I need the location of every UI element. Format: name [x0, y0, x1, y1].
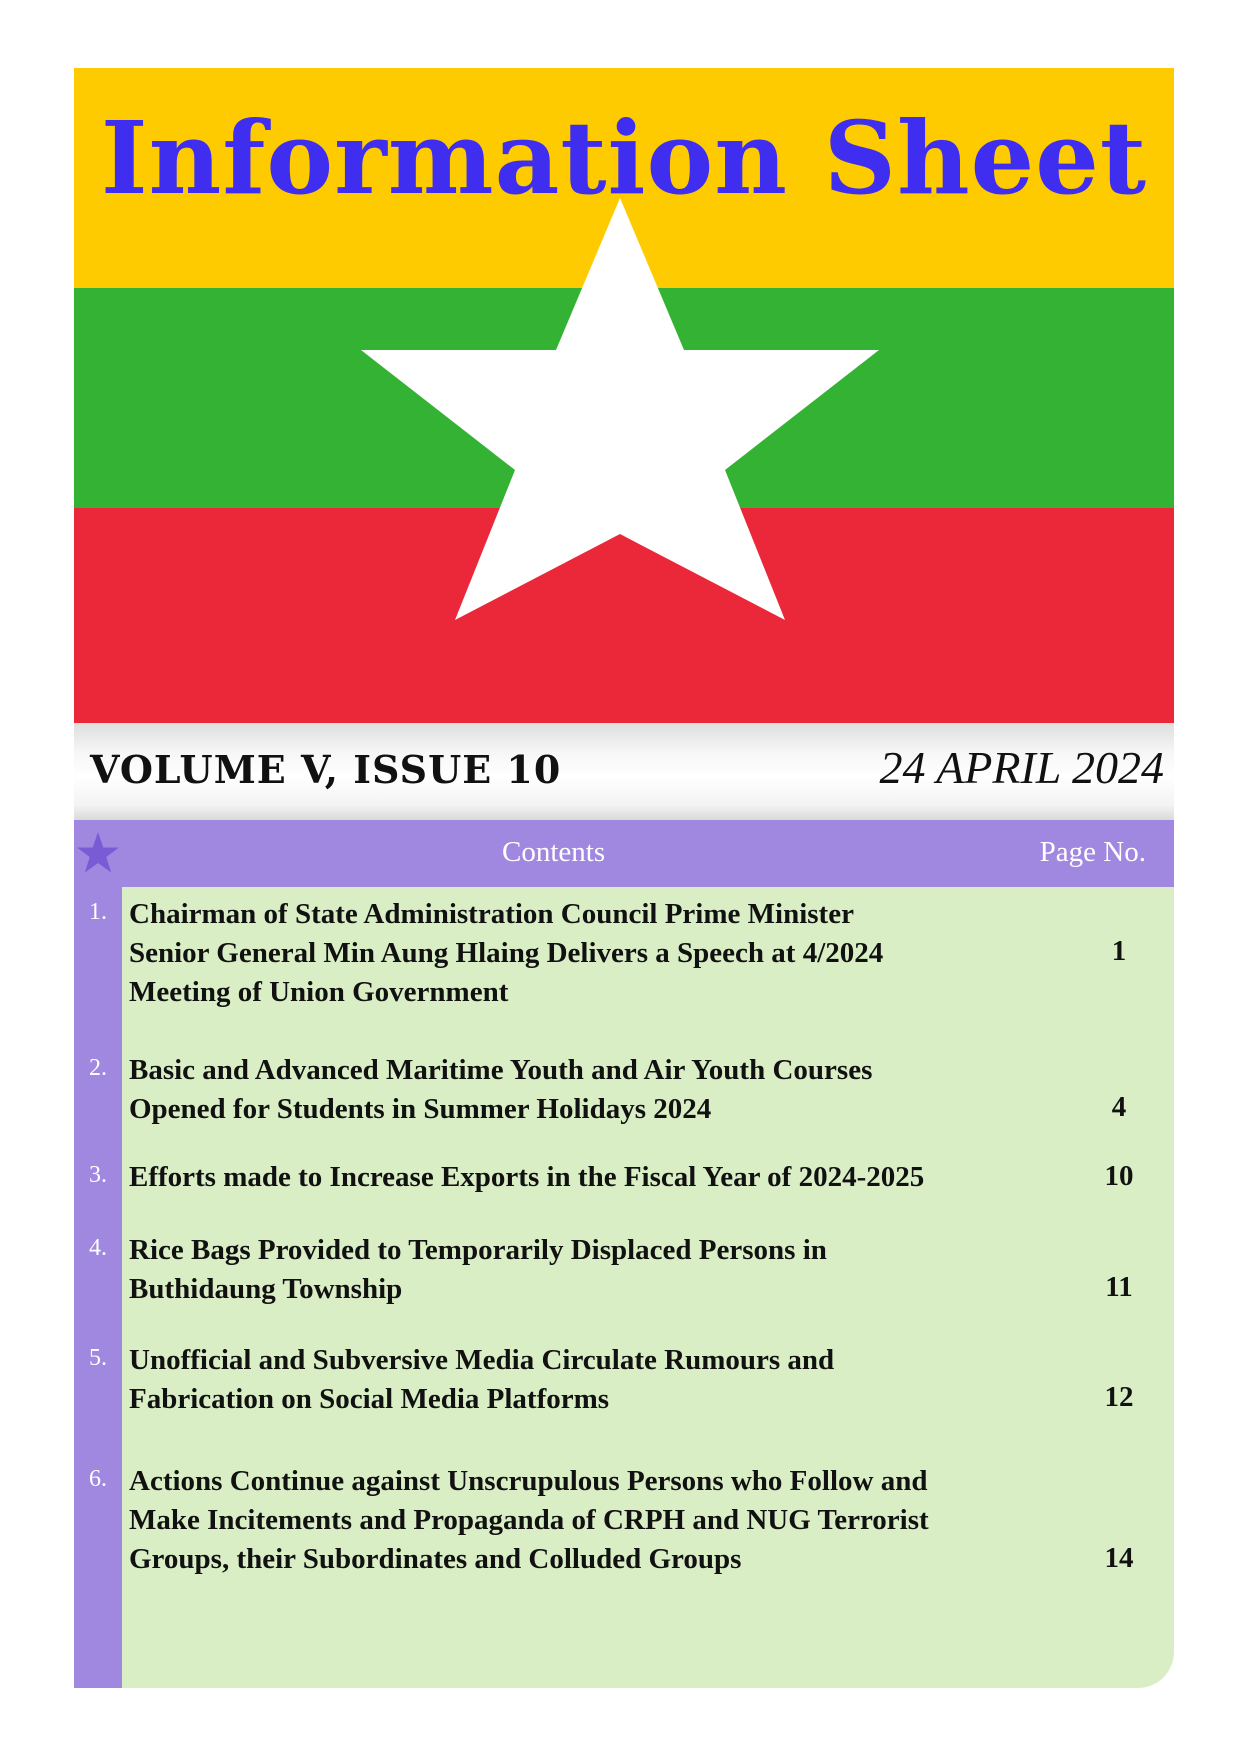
toc-entry-title: [129, 1341, 1079, 1419]
toc-header-contents: Contents: [502, 836, 606, 868]
flag-banner: [74, 68, 1174, 723]
toc-entry-page: 12: [1104, 1381, 1134, 1413]
toc-entry-page: 4: [1111, 1091, 1127, 1123]
toc-entry-page: 11: [1105, 1271, 1133, 1303]
toc-entry-title-line: Groups, their Subordinates and Colluded Groups: [129, 1543, 742, 1575]
toc-entry-number: 4.: [89, 1235, 107, 1261]
toc-entry-page: 10: [1104, 1160, 1134, 1192]
toc-entry-title: [129, 1158, 1079, 1197]
toc-entry-title-line: Basic and Advanced Maritime Youth and Air Youth Courses: [129, 1054, 873, 1086]
table-of-contents: [74, 820, 1174, 1688]
toc-entry-number: 2.: [89, 1055, 107, 1081]
toc-entry-title-line: Actions Continue against Unscrupulous Persons who Follow and: [129, 1465, 928, 1497]
toc-entry-title-line: Meeting of Union Government: [129, 976, 509, 1008]
toc-entry-title: [129, 895, 1079, 1012]
toc-entry-title: [129, 1231, 1079, 1309]
toc-header: [122, 820, 1174, 887]
volume-issue-label: VOLUME V, ISSUE 10: [90, 747, 562, 792]
toc-entry-title-line: Rice Bags Provided to Temporarily Displaced Persons in: [129, 1234, 827, 1266]
toc-entry-title-line: Opened for Students in Summer Holidays 2024: [129, 1093, 712, 1125]
issue-bar: [74, 723, 1174, 820]
toc-entry-number: 5.: [89, 1345, 107, 1371]
star-icon: [76, 830, 120, 878]
toc-entry-title-line: Senior General Min Aung Hlaing Delivers a Speech at 4/2024: [129, 937, 884, 969]
toc-entry-title-line: Make Incitements and Propaganda of CRPH and NUG Terrorist: [129, 1504, 929, 1536]
page-title: Information Sheet: [100, 99, 1148, 217]
toc-header-page-no: Page No.: [1039, 836, 1146, 868]
toc-entry-page: 1: [1111, 935, 1127, 967]
toc-entry-number: 1.: [89, 899, 107, 925]
toc-entry-number: 6.: [89, 1466, 107, 1492]
toc-entry-page: 14: [1104, 1542, 1134, 1574]
toc-entry-number: 3.: [89, 1162, 107, 1188]
issue-date: 24 APRIL 2024: [879, 742, 1164, 793]
toc-entry-title-line: Unofficial and Subversive Media Circulate Rumours and: [129, 1344, 835, 1376]
toc-entry-title: [129, 1462, 1079, 1579]
toc-entry-title-line: Chairman of State Administration Council Prime Minister: [129, 898, 854, 930]
toc-entry-title-line: Fabrication on Social Media Platforms: [129, 1383, 610, 1415]
toc-entry-title-line: Buthidaung Township: [129, 1273, 403, 1305]
toc-entry-title: [129, 1051, 1079, 1129]
toc-entry-title-line: Efforts made to Increase Exports in the Fiscal Year of 2024-2025: [129, 1161, 925, 1193]
